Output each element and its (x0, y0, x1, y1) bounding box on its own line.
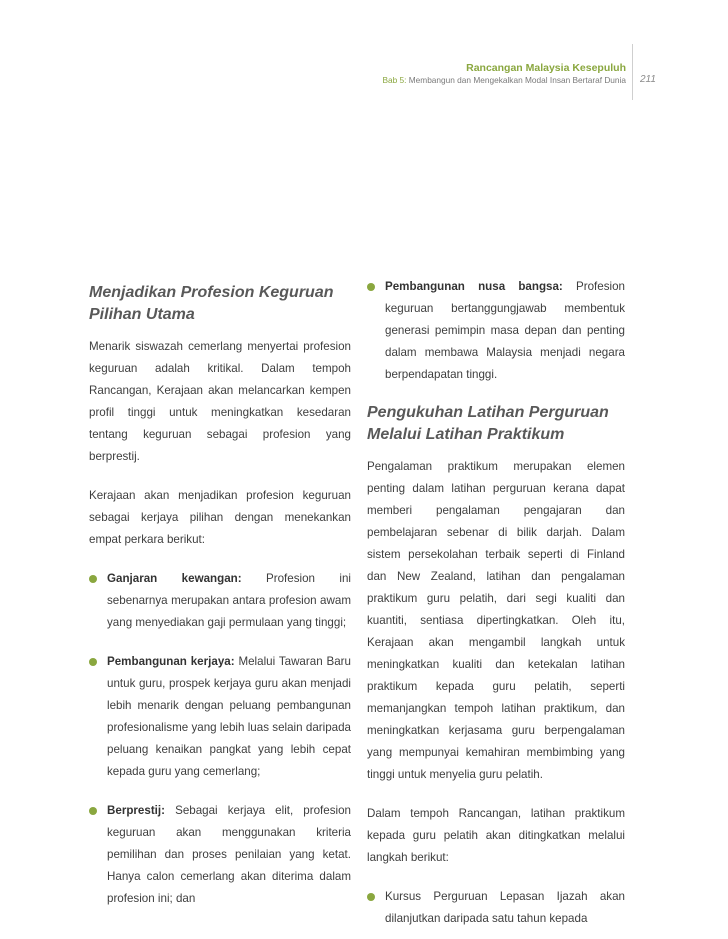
bullet-term: Ganjaran kewangan: (107, 572, 242, 585)
bullet-text: Melalui Tawaran Baru untuk guru, prospek kerjaya guru akan menjadi lebih menarik dengan peluang pembangunan profesionalisme yang lebih luas selain daripada peluang kenaikan pangkat yang lebih cepat kepada guru yang cemerlang; (107, 655, 351, 778)
paragraph: Dalam tempoh Rancangan, latihan praktikum kepada guru pelatih akan ditingkatkan melalui langkah berikut: (367, 807, 625, 864)
chapter-title: Membangun dan Mengekalkan Modal Insan Bertaraf Dunia (406, 75, 626, 85)
bullet-text: Sebagai kerjaya elit, profesion keguruan akan menggunakan kriteria pemilihan dan proses penilaian yang ketat. Hanya calon cemerlang akan diterima dalam profesion ini; dan (107, 804, 351, 905)
paragraph: Pengalaman praktikum merupakan elemen penting dalam latihan perguruan kerana dapat memberi pengalaman pengajaran dan pembelajaran sebenar di bilik darjah. Dalam sistem persekolahan terbaik seperti di Finland dan New Zealand, latihan dan pengalaman praktikum guru pelatih, dari segi kualiti dan kuantiti, sentiasa dipertingkatkan. Oleh itu, Kerajaan akan mengambil langkah untuk meningkatkan kualiti dan ketekalan latihan praktikum kepada guru pelatih, seperti memanjangkan tempoh latihan praktikum, dan meningkatkan kerjasama guru berpengalaman yang mempunyai kemahiran membimbing yang tinggi untuk menyelia guru pelatih. (367, 460, 625, 781)
bullet-list (367, 276, 625, 386)
bullet-icon (367, 283, 375, 291)
running-header-title: Rancangan Malaysia Kesepuluh (466, 62, 626, 74)
bullet-icon (89, 658, 97, 666)
list-item (89, 800, 351, 910)
list-item (367, 886, 625, 930)
section-heading-practicum: Pengukuhan Latihan Perguruan Melalui Latihan Praktikum (367, 404, 609, 443)
bullet-list (89, 568, 351, 910)
bullet-term: Berprestij: (107, 804, 165, 817)
bullet-text: Profesion keguruan bertanggungjawab membentuk generasi pemimpin masa depan dan penting dalam membawa Malaysia menjadi negara berpendapatan tinggi. (385, 280, 625, 381)
list-item (89, 568, 351, 634)
bullet-icon (89, 807, 97, 815)
page-number: 211 (640, 74, 656, 85)
bullet-term: Pembangunan kerjaya: (107, 655, 235, 668)
chapter-prefix: Bab 5: (382, 75, 407, 85)
list-item (367, 276, 625, 386)
bullet-icon (89, 575, 97, 583)
paragraph: Menarik siswazah cemerlang menyertai profesion keguruan adalah kritikal. Dalam tempoh Rancangan, Kerajaan akan melancarkan kempen profil tinggi untuk meningkatkan kesedaran tentang keguruan sebagai profesion yang berprestij. (89, 340, 351, 463)
section-heading-teaching-profession: Menjadikan Profesion Keguruan Pilihan Utama (89, 284, 334, 323)
left-column (89, 282, 351, 910)
bullet-list (367, 886, 625, 930)
header-divider (632, 44, 633, 100)
running-header-chapter (382, 75, 626, 85)
bullet-text: Kursus Perguruan Lepasan Ijazah akan dilanjutkan daripada satu tahun kepada (385, 890, 625, 925)
paragraph: Kerajaan akan menjadikan profesion keguruan sebagai kerjaya pilihan dengan menekankan empat perkara berikut: (89, 489, 351, 546)
bullet-text: Profesion ini sebenarnya merupakan antara profesion awam yang menyediakan gaji permulaan yang tinggi; (107, 572, 351, 629)
bullet-term: Pembangunan nusa bangsa: (385, 280, 563, 293)
bullet-icon (367, 893, 375, 901)
list-item (89, 651, 351, 783)
right-column (367, 276, 625, 930)
